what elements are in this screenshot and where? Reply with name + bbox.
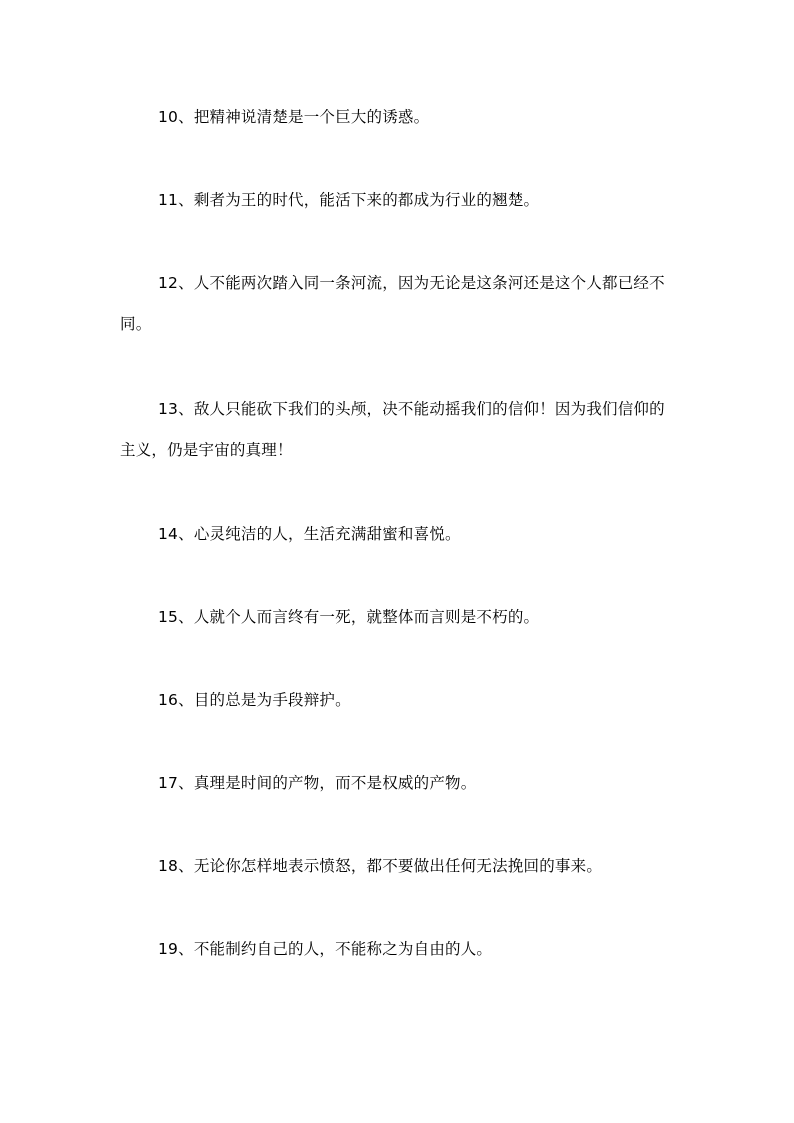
quote-number: 12 [158, 274, 179, 292]
quote-item-19 [120, 929, 680, 970]
quote-text: 、把精神说清楚是一个巨大的诱惑。 [178, 108, 430, 126]
quote-text: 、剩者为王的时代，能活下来的都成为行业的翘楚。 [178, 191, 540, 209]
quote-text: 、敌人只能砍下我们的头颅，决不能动摇我们的信仰！因为我们信仰的主义，仍是宇宙的真理！ [120, 400, 665, 459]
quote-text: 、人不能两次踏入同一条河流，因为无论是这条河还是这个人都已经不同。 [120, 274, 665, 333]
quote-text: 、无论你怎样地表示愤怒，都不要做出任何无法挽回的事来。 [178, 857, 603, 875]
quote-item-18 [120, 846, 680, 887]
quote-text: 、心灵纯洁的人，生活充满甜蜜和喜悦。 [178, 525, 461, 543]
quote-number: 19 [158, 940, 179, 958]
quote-number: 11 [158, 191, 179, 209]
quote-text: 、不能制约自己的人，不能称之为自由的人。 [178, 940, 493, 958]
quote-number: 10 [158, 108, 179, 126]
quote-item-10 [120, 97, 680, 138]
quote-text: 、人就个人而言终有一死，就整体而言则是不朽的。 [178, 608, 540, 626]
quote-number: 14 [158, 525, 179, 543]
quote-item-17 [120, 763, 680, 804]
quote-number: 15 [158, 608, 179, 626]
quote-number: 18 [158, 857, 179, 875]
quote-item-14 [120, 514, 680, 555]
quote-text: 、目的总是为手段辩护。 [178, 691, 351, 709]
quote-number: 16 [158, 691, 179, 709]
quote-item-12 [120, 263, 680, 345]
quote-item-11 [120, 180, 680, 221]
quote-item-15 [120, 597, 680, 638]
quote-text: 、真理是时间的产物，而不是权威的产物。 [178, 774, 477, 792]
quote-item-13 [120, 389, 680, 471]
quote-number: 17 [158, 774, 179, 792]
quote-item-16 [120, 680, 680, 721]
quote-number: 13 [158, 400, 179, 418]
